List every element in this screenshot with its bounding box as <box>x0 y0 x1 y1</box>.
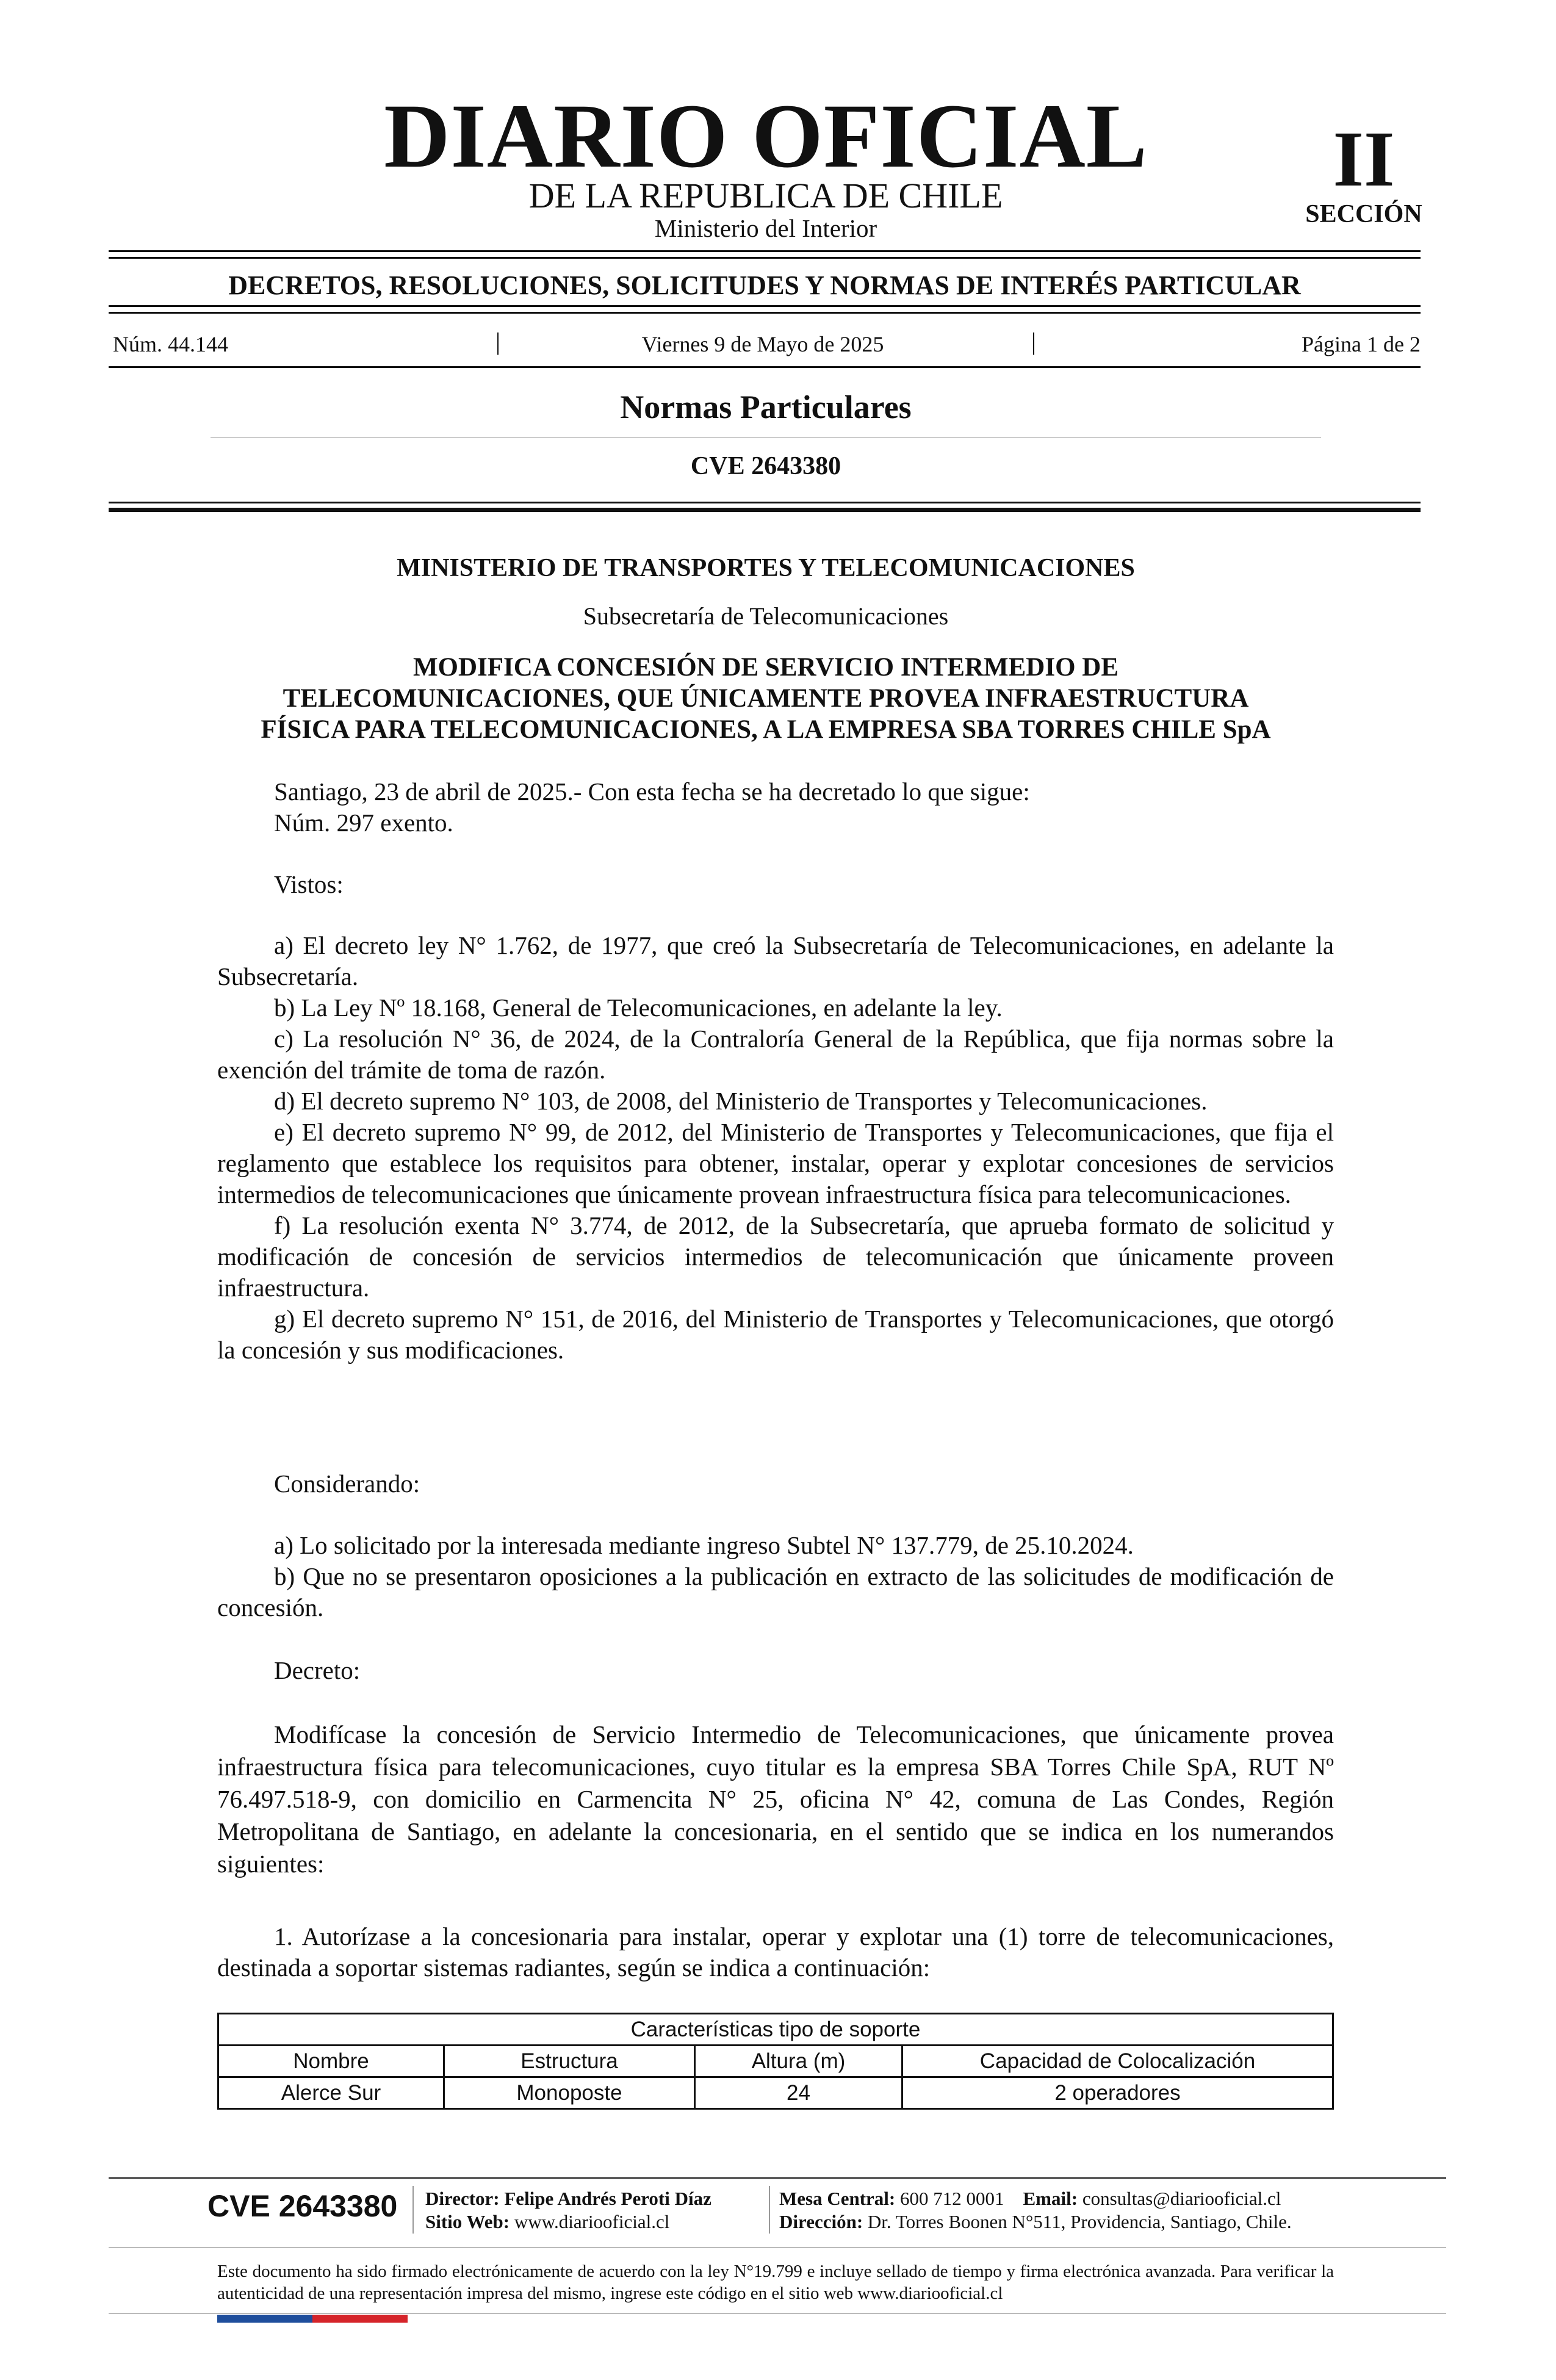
vistos-heading-block <box>217 869 1334 900</box>
table-cell: Alerce Sur <box>218 2077 444 2109</box>
site-link[interactable]: www.diariooficial.cl <box>514 2211 670 2232</box>
flag-blue-segment <box>217 2315 312 2323</box>
legal-notice: Este documento ha sido firmado electrónicamente de acuerdo con la ley N°19.799 e incluye sellado de tiempo y firma electrónica avanzada. Para verificar la autenticidad de una representación impresa del mismo, ingrese este código en el sitio web www.diariooficial.cl <box>217 2262 1334 2303</box>
decreto-body-block <box>217 1718 1334 1880</box>
opening <box>217 776 1334 838</box>
footer-contact-block <box>779 2187 1292 2234</box>
ministry-heading: MINISTERIO DE TRANSPORTES Y TELECOMUNICACIONES <box>397 554 1135 582</box>
phone-label: Mesa Central: <box>779 2188 896 2209</box>
table-header: Altura (m) <box>695 2046 902 2077</box>
issue-separator: | <box>495 328 501 355</box>
item-1-block <box>217 1921 1334 1983</box>
flag-stripe <box>217 2315 408 2323</box>
issue-date: Viernes 9 de Mayo de 2025 <box>641 332 884 356</box>
issue-separator: | <box>1031 328 1037 355</box>
newspaper-subtitle: DE LA REPUBLICA DE CHILE <box>528 176 1003 215</box>
considerando-heading: Considerando: <box>274 1469 420 1498</box>
divider <box>109 502 1421 503</box>
divider <box>109 2177 1446 2179</box>
address: Dr. Torres Boonen N°511, Providencia, Santiago, Chile. <box>867 2211 1292 2232</box>
table-header: Capacidad de Colocalización <box>902 2046 1333 2077</box>
newspaper-ministry: Ministerio del Interior <box>654 214 877 242</box>
vistos-item: a) El decreto ley N° 1.762, de 1977, que creó la Subsecretaría de Telecomunicaciones, en adelante la Subsecretaría. <box>217 931 1334 990</box>
issue-number: Núm. 44.144 <box>113 332 228 356</box>
section-label: SECCIÓN <box>1305 200 1422 228</box>
table-header: Nombre <box>218 2046 444 2077</box>
table-cell: 2 operadores <box>902 2077 1333 2109</box>
phone-number: 600 712 0001 <box>900 2188 1004 2209</box>
table-cell: Monoposte <box>444 2077 695 2109</box>
decreto-body: Modifícase la concesión de Servicio Intermedio de Telecomunicaciones, que únicamente provea infraestructura física para telecomunicaciones, cuyo titular es la empresa SBA Torres Chile SpA, RUT Nº 76.497.518-9, con domicilio en Carmencita N° 25, oficina N° 42, comuna de Las Condes, Región Metropolitana de Santiago, en adelante la concesionaria, en el sentido que se indica en los numerandos siguientes: <box>217 1720 1334 1878</box>
table-cell: 24 <box>695 2077 902 2109</box>
norms-title: Normas Particulares <box>620 389 912 425</box>
email-link[interactable]: consultas@diariooficial.cl <box>1082 2188 1281 2209</box>
divider <box>109 312 1421 314</box>
director-name: Felipe Andrés Peroti Díaz <box>504 2188 711 2209</box>
decreto-heading-block <box>217 1655 1334 1686</box>
issue-page: Página 1 de 2 <box>1302 332 1421 356</box>
email-label: Email: <box>1023 2188 1078 2209</box>
table-caption: Características tipo de soporte <box>218 2014 1333 2046</box>
considerando-item: b) Que no se presentaron oposiciones a la publicación en extracto de las solicitudes de modificación de concesión. <box>217 1562 1334 1621</box>
divider <box>109 366 1421 368</box>
vistos-item: d) El decreto supremo N° 103, de 2008, del Ministerio de Transportes y Telecomunicaciones. <box>274 1087 1208 1115</box>
decree-title <box>189 652 1342 745</box>
divider <box>211 437 1321 438</box>
divider <box>109 2247 1446 2248</box>
opening-line: Santiago, 23 de abril de 2025.- Con esta fecha se ha decretado lo que sigue: <box>274 777 1030 806</box>
support-table <box>217 2013 1334 2110</box>
vistos-item: b) La Ley Nº 18.168, General de Telecomunicaciones, en adelante la ley. <box>274 993 1003 1022</box>
flag-red-segment <box>312 2315 408 2323</box>
item-1: 1. Autorízase a la concesionaria para instalar, operar y explotar una (1) torre de telecomunicaciones, destinada a soportar sistemas radiantes, según se indica a continuación: <box>217 1922 1334 1982</box>
considerando-list <box>217 1530 1334 1623</box>
opening-line: Núm. 297 exento. <box>274 809 453 837</box>
vistos-item: e) El decreto supremo N° 99, de 2012, del Ministerio de Transportes y Telecomunicaciones, que fija el reglamento que establece los requisitos para obtener, instalar, operar y explotar concesiones de servicios intermedios de telecomunicaciones que únicamente provean infraestructura física para telecomunicaciones. <box>217 1118 1334 1208</box>
table-header: Estructura <box>444 2046 695 2077</box>
divider <box>109 2313 1446 2314</box>
vistos-list <box>217 930 1334 1366</box>
newspaper-title: DIARIO OFICIAL <box>384 85 1148 187</box>
considerando-heading-block <box>217 1468 1334 1499</box>
table-header-row <box>218 2046 1333 2077</box>
vistos-heading: Vistos: <box>274 870 344 898</box>
vistos-item: g) El decreto supremo N° 151, de 2016, del Ministerio de Transportes y Telecomunicaciones, que otorgó la concesión y sus modificaciones. <box>217 1305 1334 1364</box>
divider <box>109 508 1421 512</box>
decree-title-line: MODIFICA CONCESIÓN DE SERVICIO INTERMEDIO DE <box>412 653 1119 682</box>
table-row <box>218 2077 1333 2109</box>
footer-director-block <box>425 2187 711 2234</box>
vistos-item: f) La resolución exenta N° 3.774, de 2012, de la Subsecretaría, que aprueba formato de solicitud y modificación de concesión de servicios intermedios de telecomunicación que únicamente proveen infraestructura. <box>217 1211 1334 1302</box>
subsecretaria-heading: Subsecretaría de Telecomunicaciones <box>583 602 949 630</box>
site-label: Sitio Web: <box>425 2211 510 2232</box>
divider <box>109 257 1421 259</box>
address-label: Dirección: <box>779 2211 863 2232</box>
divider <box>109 305 1421 307</box>
divider <box>769 2186 770 2234</box>
divider <box>109 250 1421 252</box>
divider <box>412 2186 414 2234</box>
footer-cve-code: CVE 2643380 <box>207 2189 398 2223</box>
director-label: Director: <box>425 2188 500 2209</box>
decree-title-line: FÍSICA PARA TELECOMUNICACIONES, A LA EMPRESA SBA TORRES CHILE SpA <box>261 715 1271 744</box>
decreto-heading: Decreto: <box>274 1656 361 1684</box>
vistos-item: c) La resolución N° 36, de 2024, de la Contraloría General de la República, que fija normas sobre la exención del trámite de toma de razón. <box>217 1025 1334 1084</box>
section-number: II <box>1333 115 1395 203</box>
cve-code: CVE 2643380 <box>690 452 841 480</box>
considerando-item: a) Lo solicitado por la interesada mediante ingreso Subtel N° 137.779, de 25.10.2024. <box>274 1531 1134 1559</box>
section-banner: DECRETOS, RESOLUCIONES, SOLICITUDES Y NORMAS DE INTERÉS PARTICULAR <box>228 270 1301 300</box>
decree-title-line: TELECOMUNICACIONES, QUE ÚNICAMENTE PROVEA INFRAESTRUCTURA <box>283 684 1249 713</box>
